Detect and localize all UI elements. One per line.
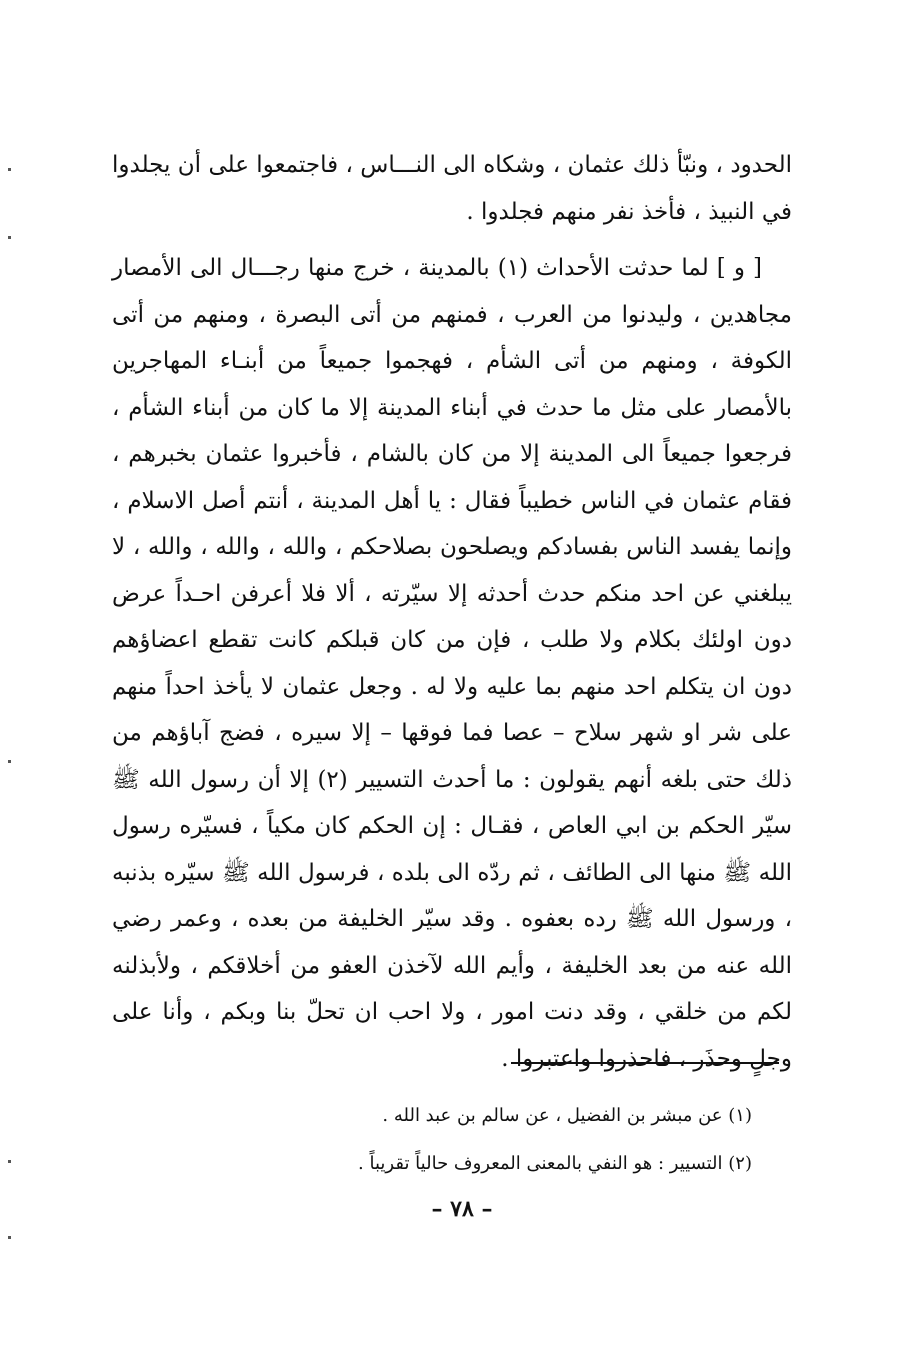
footnote-separator: [511, 1062, 779, 1064]
footnote-1: (١) عن مبشر بن الفضيل ، عن سالم بن عبد الله .: [382, 1105, 752, 1126]
scan-speck: [8, 1160, 11, 1163]
paragraph-continuation: [112, 142, 792, 235]
paragraph-main: [112, 245, 792, 1082]
page-number: – ٧٨ –: [431, 1196, 493, 1222]
scan-speck: [8, 1236, 11, 1239]
footnote-2: (٢) التسيير : هو النفي بالمعنى المعروف حالياً تقريباً .: [358, 1153, 752, 1174]
scan-speck: [8, 760, 11, 763]
paragraph-text: [ و ] لما حدثت الأحداث (١) بالمدينة ، خرج منها رجـــال الى الأمصار مجاهدين ، وليدنوا من العرب ، فمنهم من أتى البصرة ، ومنهم من أتى الكوفة ، ومنهم من أتى الشأم ، فهجموا جميعاً من أبنـاء المهاجرين بالأمصار على مثل ما حدث في أبناء المدينة إلا ما كان من أبناء الشأم ، فرجعوا جميعاً الى المدينة إلا من كان بالشام ، فأخبروا عثمان بخبرهم ، فقام عثمان في الناس خطيباً فقال : يا أهل المدينة ، أنتم أصل الاسلام ، وإنما يفسد الناس بفسادكم ويصلحون بصلاحكم ، والله ، والله ، والله ، لا يبلغني عن احد منكم حدث أحدثه إلا سيّرته ، ألا فلا أعرفن احـداً عرض دون اولئك بكلام ولا طلب ، فإن من كان قبلكم كانت تقطع اعضاؤهم دون ان يتكلم احد منهم بما عليه ولا له . وجعل عثمان لا يأخذ احداً منهم على شر او شهر سلاح – عصا فما فوقها – إلا سيره ، فضج آباؤهم من ذلك حتى بلغه أنهم يقولون : ما أحدث التسيير (٢) إلا أن رسول الله ﷺ سيّر الحكم بن ابي العاص ، فقـال : إن الحكم كان مكياً ، فسيّره رسول الله ﷺ منها الى الطائف ، ثم ردّه الى بلده ، فرسول الله ﷺ سيّره بذنبه ، ورسول الله ﷺ رده بعفوه . وقد سيّر الخليفة من بعده ، وعمر رضي الله عنه من بعد الخليفة ، وأيم الله لآخذن العفو من أخلاقكم ، ولأبذلنه لكم من خلقي ، وقد دنت امور ، ولا احب ان تحلّ بنا وبكم ، وأنا على وجلٍ وحذَر ، فاحذروا واعتبروا .: [112, 255, 792, 1072]
scan-speck: [8, 168, 11, 171]
paragraph-text: الحدود ، ونبّأ ذلك عثمان ، وشكاه الى النـــاس ، فاجتمعوا على أن يجلدوا في النبيذ ، فأخذ نفر منهم فجلدوا .: [112, 152, 792, 225]
footnotes: [300, 1092, 752, 1188]
scan-speck: [8, 236, 11, 239]
